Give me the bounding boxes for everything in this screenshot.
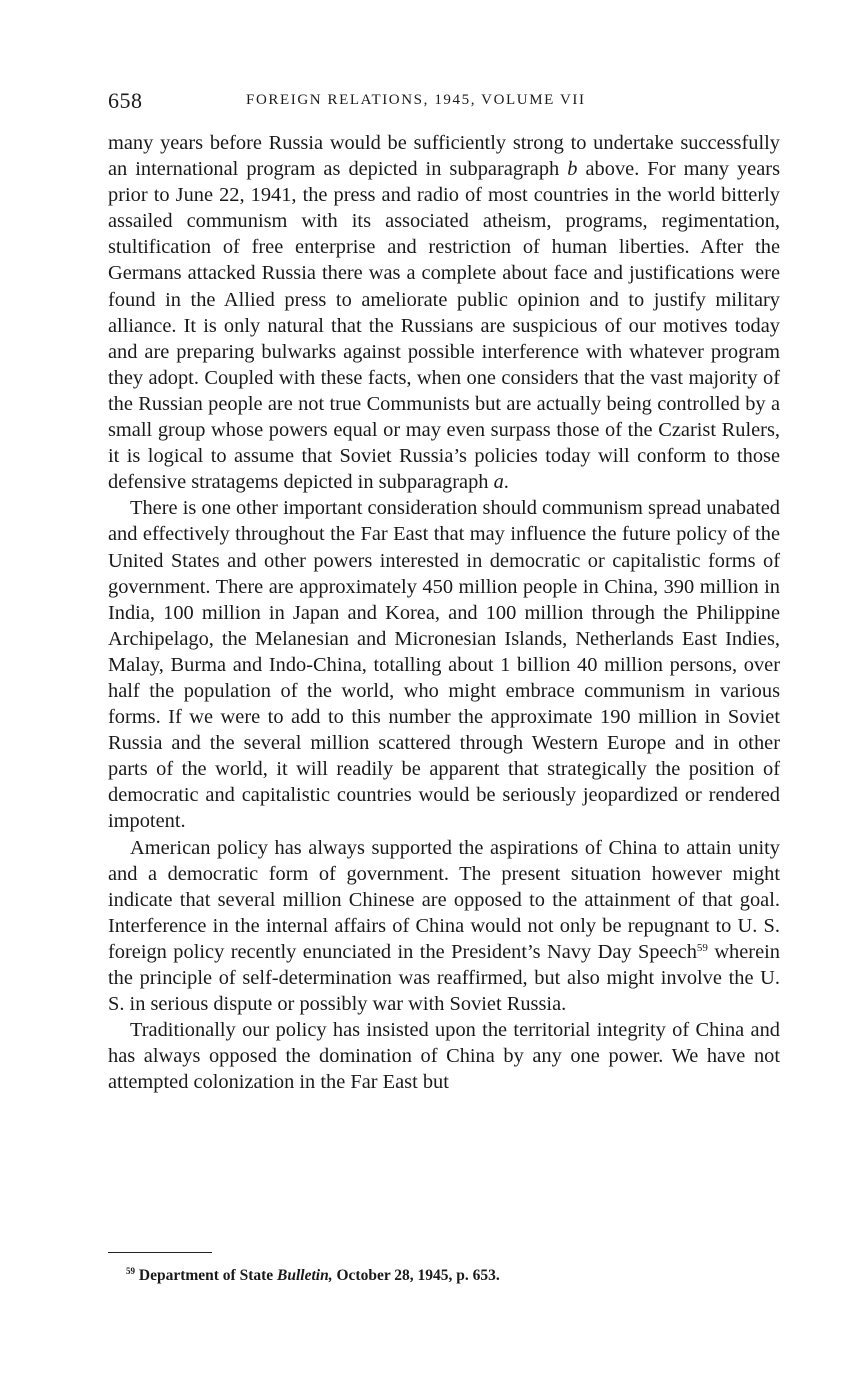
paragraph-1-text-c: . [503,471,509,494]
footnote [126,1266,500,1286]
footnote-reference[interactable]: 59 [696,941,708,954]
body-text [108,130,780,1095]
running-title: FOREIGN RELATIONS, 1945, VOLUME VII [246,92,586,108]
paragraph-1-text-b: above. For many years prior to June 22, 1941, the press and radio of most countries in the world bitterly assailed communism with its associated atheism, programs, regimentation, stultification of free enterprise and restriction of human liberties. After the Germans attacked Russia there was a complete about face and justifications were found in the Allied press to ameliorate public opinion and to justify military alliance. It is only natural that the Russians are suspicious of our motives today and are preparing bulwarks against possible interference with whatever program they adopt. Coupled with these facts, when one considers that the vast majority of the Russian people are not true Communists but are actually being controlled by a small group whose powers equal or may even surpass those of the Czarist Rulers, it is logical to assume that Soviet Russia’s policies today will conform to those defensive stratagems depicted in subparagraph [108,158,781,494]
footnote-number: 59 [126,1266,135,1276]
paragraph-1-italic-a: a [493,471,504,494]
paragraph-3 [108,835,780,1018]
paragraph-1-italic-b: b [567,158,578,181]
footnote-divider [108,1252,212,1253]
running-head [108,88,780,114]
paragraph-3-text-b: wherein the principle of self-determination was reaffirmed, but also might involve the U. S. in serious dispute or possibly war with Soviet Russia. [108,940,780,1016]
page-number: 658 [108,88,143,113]
paragraph-3-text-a: American policy has always supported the aspirations of China to attain unity and a democratic form of government. The present situation however might indicate that several million Chinese are opposed to the attainment of that goal. Interference in the internal affairs of China would not only be repugnant to U. S. foreign policy recently enunciated in the President’s Navy Day Speech [108,836,780,963]
footnote-text-a: Department of State [135,1267,278,1284]
paragraph-1 [108,130,780,495]
footnote-italic: Bulletin, [277,1267,333,1284]
footnote-text-b: October 28, 1945, p. 653. [332,1267,500,1284]
paragraph-4: Traditionally our policy has insisted upon the territorial integrity of China and has always opposed the domination of China by any one power. We have not attempted colonization in the Far East but [108,1019,780,1094]
paragraph-1-text-a: many years before Russia would be sufficiently strong to undertake successfully an international program as depicted in subparagraph [108,132,780,181]
paragraph-2: There is one other important consideration should communism spread unabated and effectively throughout the Far East that may influence the future policy of the United States and other powers interested in democratic or capitalistic forms of government. There are approximately 450 million people in China, 390 million in India, 100 million in Japan and Korea, and 100 million through the Philippine Archipelago, the Melanesian and Micronesian Islands, Netherlands East Indies, Malay, Burma and Indo-China, totalling about 1 billion 40 million persons, over half the population of the world, who might embrace communism in various forms. If we were to add to this number the approximate 190 million in Soviet Russia and the several million scattered through Western Europe and in other parts of the world, it will readily be apparent that strategically the position of democratic and capitalistic countries would be seriously jeopardized or rendered impotent. [108,497,780,833]
